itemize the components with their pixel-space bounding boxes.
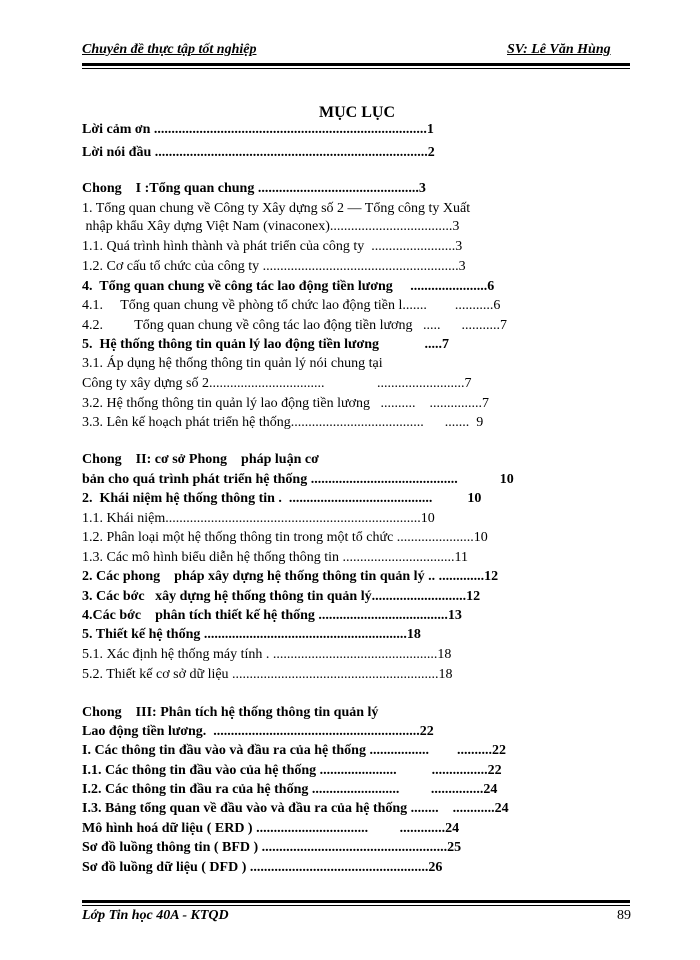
header-right: SV: Lê Văn Hùng [507,42,611,57]
header-rule-thin [82,68,630,69]
header-rule-thick [82,63,630,66]
footer-rule-thin [82,905,630,906]
toc-line: Chong II: cơ sở Phong pháp luận cơ [82,452,319,467]
toc-line: 4.1. Tổng quan chung về phòng tổ chức lao động tiền l....... ...........6 [82,298,501,313]
toc-line: 3.2. Hệ thống thông tin quản lý lao động tiền lương .......... ...............7 [82,396,489,411]
toc-line: Chong III: Phân tích hệ thống thông tin quản lý [82,705,379,720]
toc-line: 3. Các bớc xây dựng hệ thống thông tin quản lý...........................12 [82,589,481,604]
footer-class: Lớp Tin học 40A - KTQD [82,908,229,923]
page-number: 89 [617,908,631,923]
toc-line: 4. Tổng quan chung về công tác lao động tiền lương ......................6 [82,279,495,294]
toc-line: Lời nói đầu ..............................................................................2 [82,145,435,160]
toc-line: 5. Thiết kế hệ thống ..........................................................18 [82,627,421,642]
toc-line: I.1. Các thông tin đầu vào của hệ thống ...................... ................22 [82,763,502,778]
toc-line: I.3. Bảng tổng quan về đầu vào và đầu ra của hệ thống ........ ............24 [82,801,509,816]
header-left: Chuyên đề thực tập tốt nghiệp [82,42,257,57]
toc-line: 1.2. Cơ cấu tổ chức của công ty ........................................................3 [82,259,466,274]
toc-line: nhập khẩu Xây dựng Việt Nam (vinaconex)...................................3 [82,219,460,234]
toc-line: 2. Các phong pháp xây dựng hệ thống thông tin quản lý .. .............12 [82,569,499,584]
toc-line: 5.2. Thiết kế cơ sở dữ liệu ...........................................................18 [82,667,453,682]
toc-line: 1.1. Quá trình hình thành và phát triển của công ty ........................3 [82,239,463,254]
toc-line: 1. Tổng quan chung về Công ty Xây dựng số 2 — Tổng công ty Xuất [82,201,471,216]
toc-line: 1.3. Các mô hình biểu diễn hệ thống thông tin ................................11 [82,550,469,565]
page-title: MỤC LỤC [319,104,395,121]
toc-line: 4.2. Tổng quan chung về công tác lao động tiền lương ..... ...........7 [82,318,507,333]
toc-line: I.2. Các thông tin đầu ra của hệ thống ......................... ...............24 [82,782,498,797]
toc-line: I. Các thông tin đầu vào và đầu ra của hệ thống ................. ..........22 [82,743,506,758]
footer-rule-thick [82,900,630,903]
toc-line: Sơ đồ luồng dữ liệu ( DFD ) ...................................................26 [82,860,443,875]
toc-line: 3.1. Áp dụng hệ thống thông tin quản lý nói chung tại [82,356,383,371]
toc-line: Chong I :Tổng quan chung ..............................................3 [82,181,426,196]
toc-line: Lao động tiền lương. ...........................................................22 [82,724,434,739]
toc-line: 5. Hệ thống thông tin quản lý lao động tiền lương .....7 [82,337,450,352]
toc-line: 4.Các bớc phân tích thiết kế hệ thống .....................................13 [82,608,462,623]
toc-line: Công ty xây dựng số 2................................. .........................7 [82,376,472,391]
toc-line: 1.1. Khái niệm.........................................................................10 [82,511,435,526]
toc-line: bản cho quá trình phát triển hệ thống .......................................... 10 [82,472,514,487]
toc-line: Mô hình hoá dữ liệu ( ERD ) ................................ .............24 [82,821,460,836]
toc-line: Lời cảm ơn ..............................................................................1 [82,122,434,137]
toc-line: 1.2. Phân loại một hệ thống thông tin trong một tổ chức ......................10 [82,530,488,545]
toc-line: 5.1. Xác định hệ thống máy tính . ...............................................18 [82,647,452,662]
toc-line: Sơ đồ luồng thông tin ( BFD ) .....................................................25 [82,840,462,855]
toc-line: 2. Khái niệm hệ thống thông tin . ......................................... 10 [82,491,482,506]
toc-line: 3.3. Lên kế hoạch phát triển hệ thống...................................... ....... 9 [82,415,484,430]
